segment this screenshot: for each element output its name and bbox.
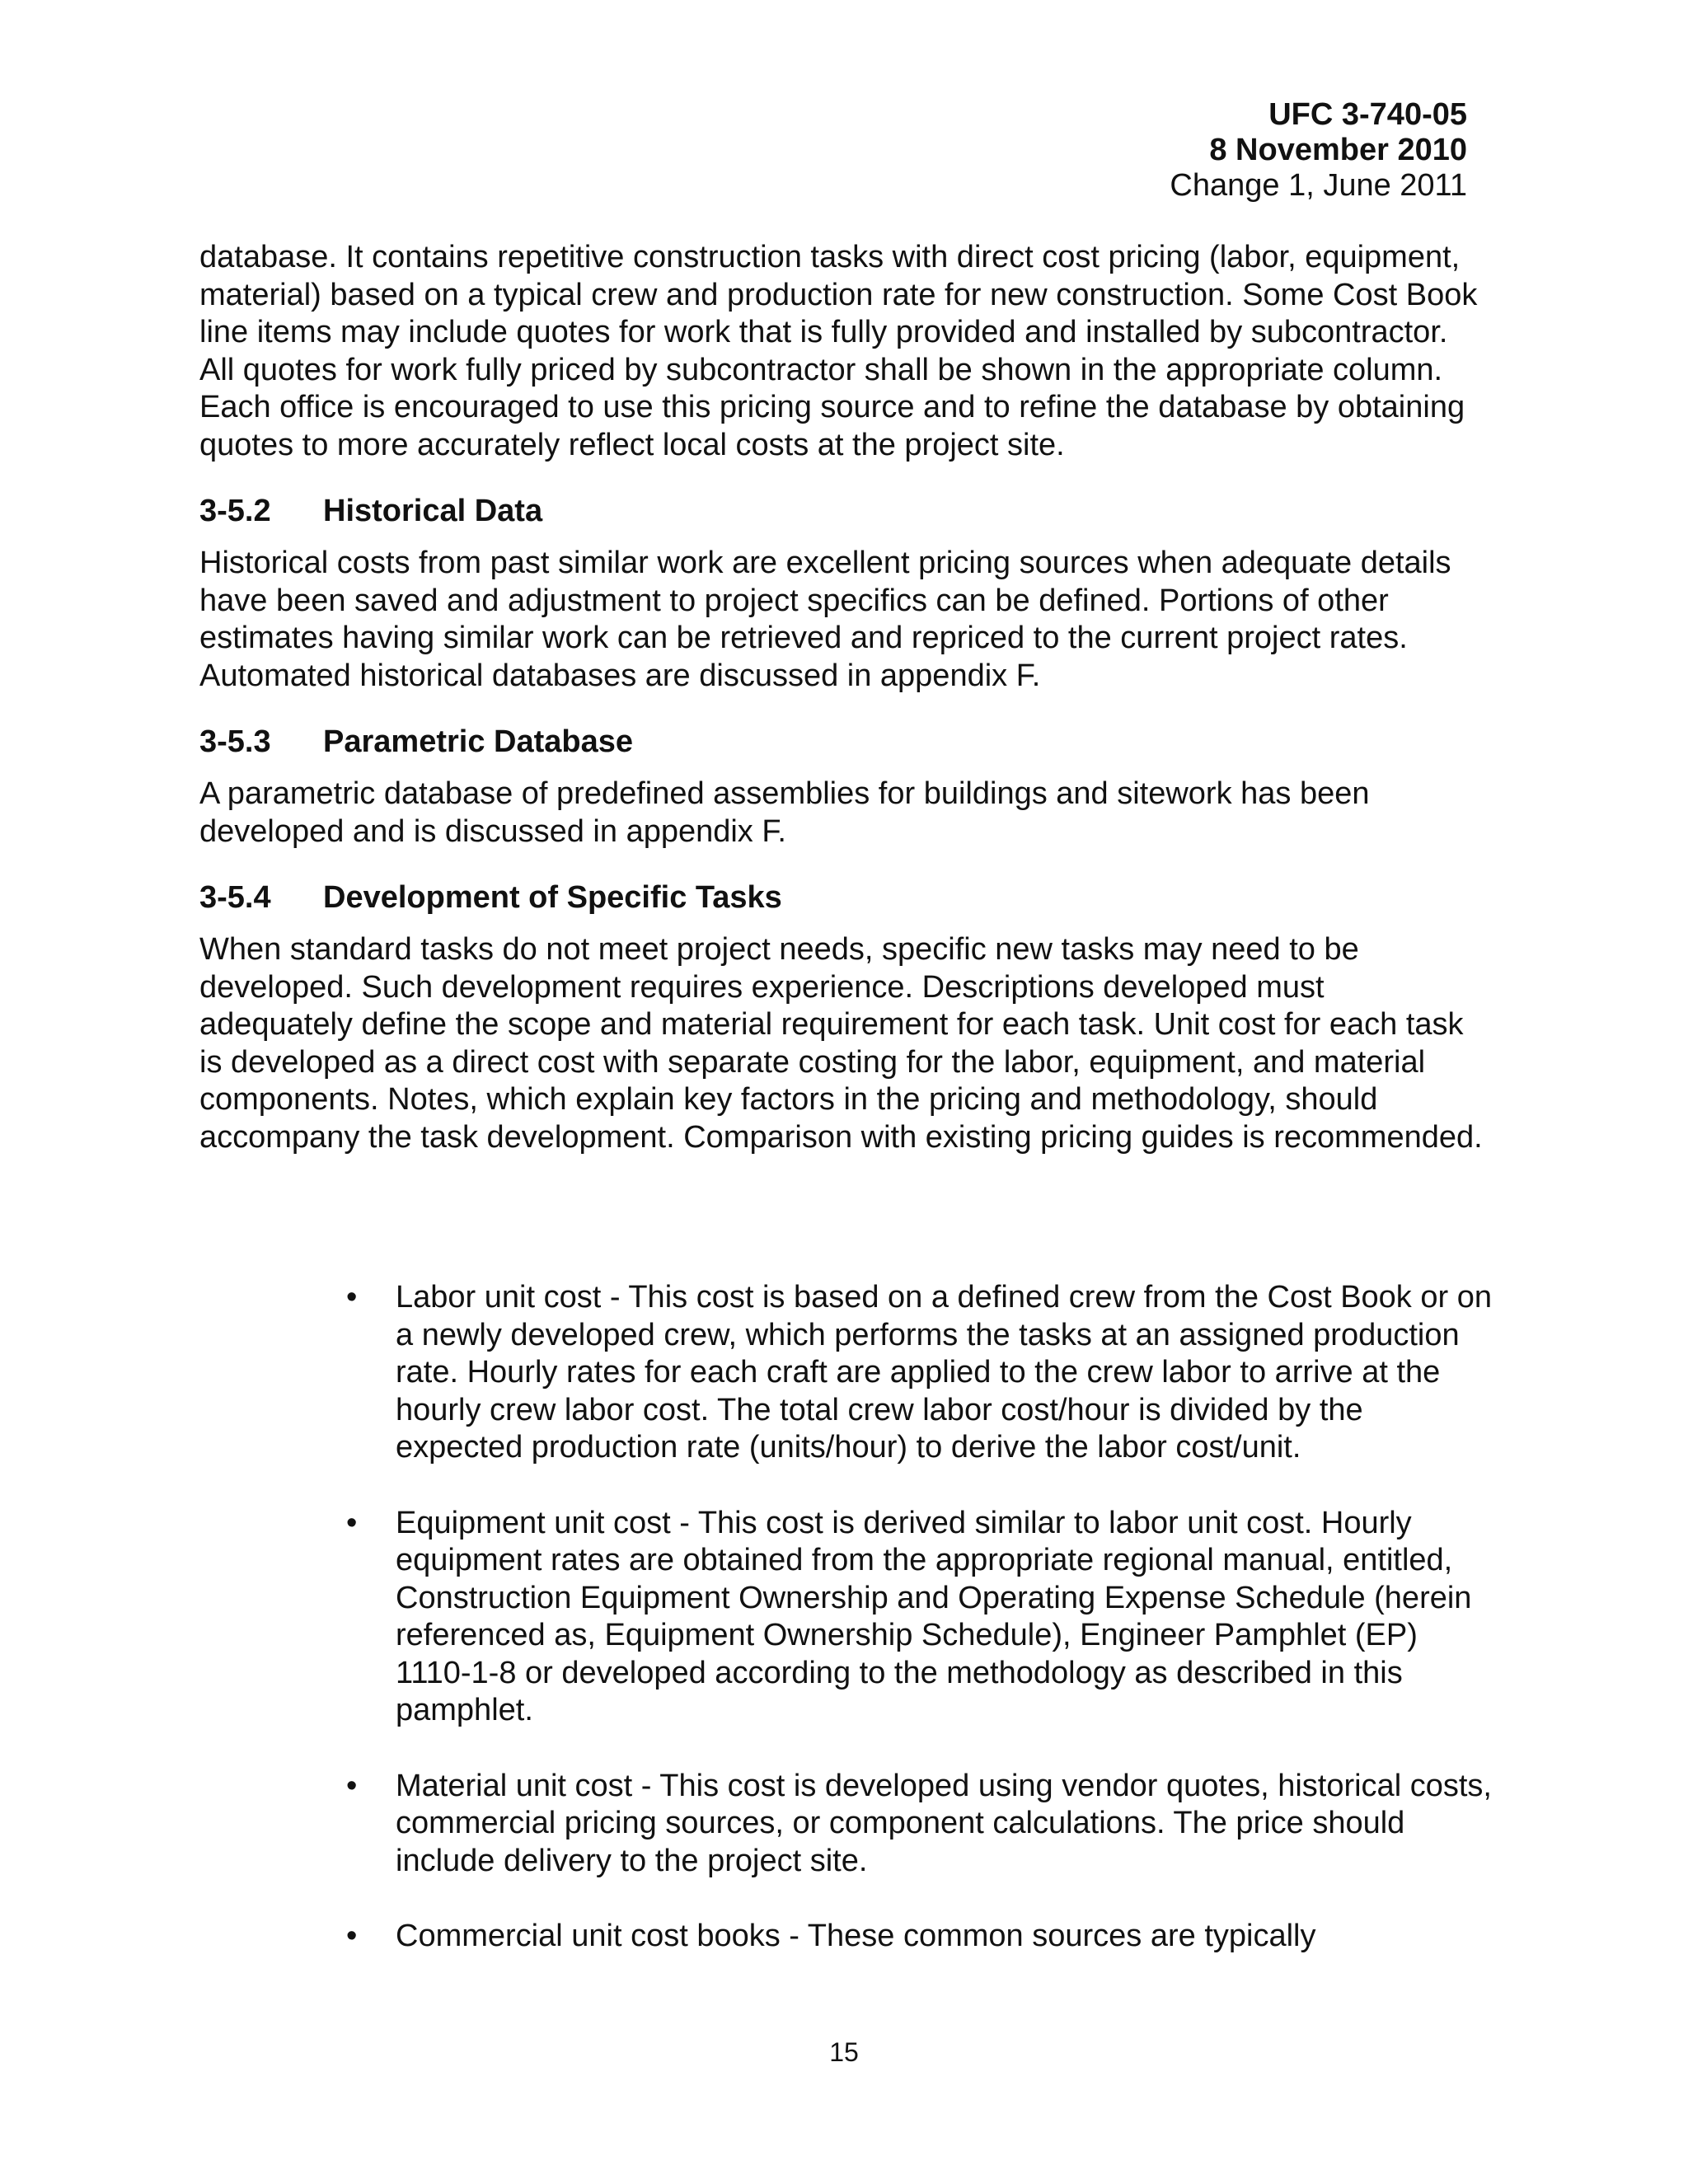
bullet-icon: • xyxy=(346,1505,358,1540)
page-header xyxy=(1170,97,1467,204)
list-item xyxy=(346,1505,1492,1730)
section-heading-3-5-2 xyxy=(199,493,1485,530)
section-number: 3-5.3 xyxy=(199,724,271,759)
section-title: Historical Data xyxy=(323,494,543,528)
bullet-icon: • xyxy=(346,1919,358,1953)
list-item-text: Commercial unit cost books - These common sources are typically xyxy=(396,1919,1316,1953)
section-title: Development of Specific Tasks xyxy=(323,880,782,915)
list-item-text: Material unit cost - This cost is developed using vendor quotes, historical costs, commercial pricing sources, or component calculations. The price should include delivery to the project site. xyxy=(396,1768,1492,1878)
change-note: Change 1, June 2011 xyxy=(1170,168,1467,203)
list-item-text: Labor unit cost - This cost is based on a defined crew from the Cost Book or on a newly developed crew, which performs the tasks at an assigned production rate. Hourly rates for each craft are applied to the crew labor to arrive at the hourly crew labor cost. The total crew labor cost/hour is divided by the expected production rate (units/hour) to derive the labor cost/unit. xyxy=(396,1280,1492,1465)
list-item-text: Equipment unit cost - This cost is derived similar to labor unit cost. Hourly equipment rates are obtained from the appropriate regional manual, entitled, Construction Equipment Ownership and Operating Expense Schedule (herein referenced as, Equipment Ownership Schedule), Engineer Pamphlet (EP) 1110-1-8 or developed according to the methodology as described in this pamphlet. xyxy=(396,1505,1472,1727)
cost-components-list xyxy=(346,1279,1492,1956)
body-content xyxy=(199,239,1485,1156)
bullet-icon: • xyxy=(346,1280,358,1315)
section-title: Parametric Database xyxy=(323,724,633,759)
bullet-icon: • xyxy=(346,1768,358,1803)
section-number: 3-5.4 xyxy=(199,880,271,915)
list-item xyxy=(346,1768,1492,1881)
document-id: UFC 3-740-05 xyxy=(1268,97,1467,132)
list-item xyxy=(346,1279,1492,1467)
page-number: 15 xyxy=(829,2037,859,2067)
list-item xyxy=(346,1918,1492,1956)
document-date: 8 November 2010 xyxy=(1209,133,1467,167)
section-paragraph-3-5-4: When standard tasks do not meet project needs, specific new tasks may need to be developed. Such development requires experience. Descriptions developed must adequately define the scope and material requirement for each task. Unit cost for each task is developed as a direct cost with separate costing for the labor, equipment, and material components. Notes, which explain key factors in the pricing and methodology, should accompany the task development. Comparison with existing pricing guides is recommended. xyxy=(199,932,1483,1155)
section-paragraph-3-5-3: A parametric database of predefined assemblies for buildings and sitework has been developed and is discussed in appendix F. xyxy=(199,776,1370,849)
section-heading-3-5-4 xyxy=(199,879,1485,916)
section-paragraph-3-5-2: Historical costs from past similar work are excellent pricing sources when adequate details have been saved and adjustment to project specifics can be defined. Portions of other estimates having similar work can be retrieved and repriced to the current project rates. Automated historical databases are discussed in appendix F. xyxy=(199,546,1451,693)
intro-paragraph: database. It contains repetitive construction tasks with direct cost pricing (labor, equipment, material) based on a typical crew and production rate for new construction. Some Cost Book line items may include quotes for work that is fully provided and installed by subcontractor. All quotes for work fully priced by subcontractor shall be shown in the appropriate column. Each office is encouraged to use this pricing source and to refine the database by obtaining quotes to more accurately reflect local costs at the project site. xyxy=(199,240,1478,462)
section-number: 3-5.2 xyxy=(199,494,271,528)
section-heading-3-5-3 xyxy=(199,724,1485,761)
